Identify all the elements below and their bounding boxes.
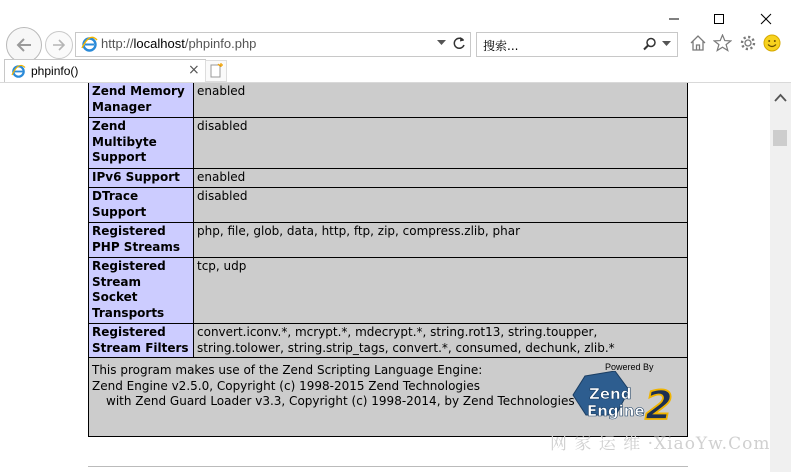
row-key: Registered Stream Filters bbox=[89, 324, 194, 359]
table-row bbox=[89, 168, 688, 188]
ie-logo-icon bbox=[11, 64, 26, 79]
back-arrow-icon bbox=[15, 37, 33, 53]
search-box[interactable] bbox=[476, 32, 678, 57]
table-row bbox=[89, 223, 688, 258]
horizontal-rule bbox=[88, 466, 688, 467]
scrollbar-thumb[interactable] bbox=[773, 130, 787, 146]
logo-word: Zend bbox=[589, 385, 632, 403]
minimize-icon bbox=[668, 13, 680, 25]
engine-line: This program makes use of the Zend Scripting Language Engine: bbox=[92, 363, 483, 377]
row-value: disabled bbox=[194, 188, 688, 223]
powered-by-label: Powered By bbox=[605, 362, 654, 372]
row-value: convert.iconv.*, mcrypt.*, mdecrypt.*, string.rot13, string.toupper, string.tolower, string.strip_tags, convert.*, consumed, dechunk, zlib.* bbox=[194, 324, 688, 359]
logo-numeral: 2 bbox=[645, 383, 673, 429]
close-icon bbox=[760, 13, 772, 25]
scroll-up-icon[interactable] bbox=[774, 93, 787, 102]
minimize-button[interactable] bbox=[652, 6, 696, 32]
row-value: disabled bbox=[194, 118, 688, 169]
forward-button[interactable] bbox=[45, 31, 73, 59]
vertical-scrollbar[interactable] bbox=[770, 83, 791, 472]
table-row bbox=[89, 258, 688, 324]
table-row bbox=[89, 188, 688, 223]
tab-title: phpinfo() bbox=[31, 64, 79, 78]
row-value: enabled bbox=[194, 168, 688, 188]
table-row bbox=[89, 118, 688, 169]
search-icon[interactable] bbox=[643, 37, 657, 51]
ie-logo-icon bbox=[81, 36, 98, 53]
favorites-star-icon[interactable] bbox=[713, 34, 732, 52]
tab-close-icon[interactable]: × bbox=[188, 62, 200, 78]
row-key: Zend Multibyte Support bbox=[89, 118, 194, 169]
home-icon[interactable] bbox=[689, 34, 707, 51]
browser-chrome bbox=[0, 0, 791, 84]
row-key: Zend Memory Manager bbox=[89, 83, 194, 118]
row-key: Registered Stream Socket Transports bbox=[89, 258, 194, 324]
address-bar[interactable] bbox=[75, 32, 471, 57]
tab-phpinfo[interactable] bbox=[4, 59, 206, 83]
page-viewport bbox=[0, 83, 770, 472]
table-row bbox=[89, 83, 688, 118]
row-key: DTrace Support bbox=[89, 188, 194, 223]
engine-line: Zend Engine v2.5.0, Copyright (c) 1998-2015 Zend Technologies bbox=[92, 378, 481, 393]
zend-info-table bbox=[88, 83, 688, 359]
row-value: enabled bbox=[194, 83, 688, 118]
row-value: php, file, glob, data, http, ftp, zip, compress.zlib, phar bbox=[194, 223, 688, 258]
maximize-button[interactable] bbox=[697, 6, 741, 32]
logo-word: Engine bbox=[587, 402, 645, 420]
row-key: Registered PHP Streams bbox=[89, 223, 194, 258]
chevron-down-icon[interactable] bbox=[437, 40, 446, 46]
forward-arrow-icon bbox=[52, 39, 66, 51]
new-tab-icon bbox=[206, 61, 226, 81]
smiley-feedback-icon[interactable] bbox=[763, 34, 781, 52]
new-tab-button[interactable] bbox=[205, 60, 227, 82]
maximize-icon bbox=[713, 13, 725, 25]
back-button[interactable] bbox=[6, 27, 42, 63]
close-window-button[interactable] bbox=[744, 6, 788, 32]
url-text[interactable]: http://localhost/phpinfo.php bbox=[101, 36, 257, 51]
watermark: 网 家 运 维 ·XiaoYw.Com bbox=[550, 434, 770, 454]
zend-engine-logo[interactable] bbox=[571, 371, 685, 431]
engine-line: with Zend Guard Loader v3.3, Copyright (c) 1998-2014, by Zend Technologies bbox=[106, 394, 575, 408]
search-input[interactable]: 搜索... bbox=[483, 39, 519, 53]
zend-engine-box bbox=[88, 357, 688, 437]
row-value: tcp, udp bbox=[194, 258, 688, 324]
row-key: IPv6 Support bbox=[89, 168, 194, 188]
table-row bbox=[89, 324, 688, 359]
refresh-icon[interactable] bbox=[452, 36, 466, 51]
chevron-down-icon[interactable] bbox=[662, 41, 671, 47]
gear-icon[interactable] bbox=[739, 34, 757, 52]
